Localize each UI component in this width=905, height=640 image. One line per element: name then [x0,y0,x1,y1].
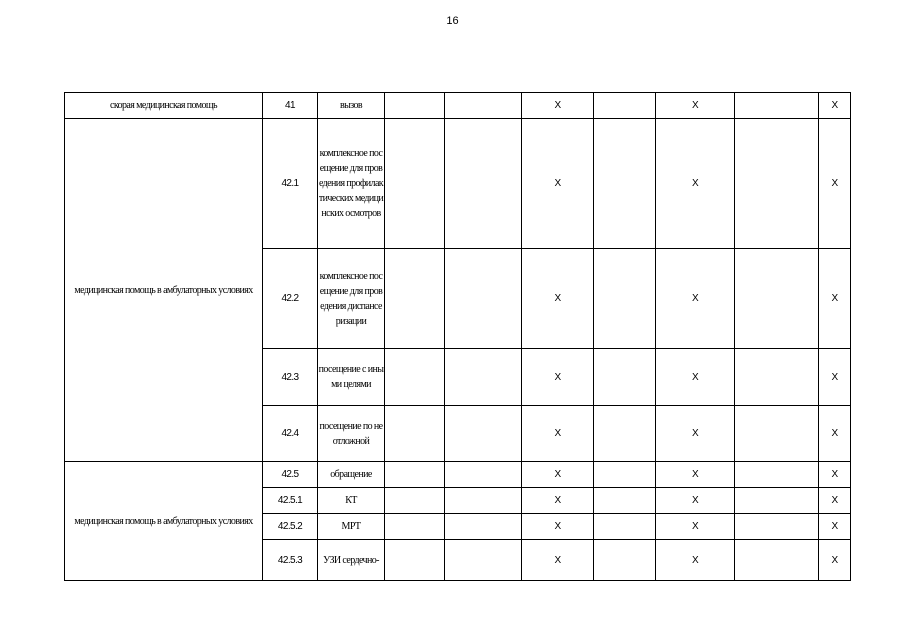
code-cell: 42.4 [263,406,318,462]
empty-cell [594,249,656,349]
code-cell: 41 [263,93,318,119]
unit-cell: КТ [318,488,385,514]
code-cell: 42.5 [263,462,318,488]
category-cell: медицинская помощь в амбулаторных условиях [65,119,263,462]
empty-cell [735,406,819,462]
mark-cell: Х [819,119,851,249]
mark-cell: Х [522,119,594,249]
page-number: 16 [446,15,459,27]
empty-cell [445,93,522,119]
unit-cell: вызов [318,93,385,119]
mark-cell: Х [656,514,735,540]
mark-cell: Х [656,249,735,349]
empty-cell [445,119,522,249]
mark-cell: Х [522,488,594,514]
empty-cell [735,540,819,581]
mark-cell: Х [522,406,594,462]
mark-cell: Х [819,406,851,462]
empty-cell [735,349,819,406]
mark-cell: Х [819,462,851,488]
mark-cell: Х [522,93,594,119]
unit-cell: УЗИ сердечно- [318,540,385,581]
empty-cell [594,462,656,488]
empty-cell [735,462,819,488]
empty-cell [385,119,445,249]
mark-cell: Х [522,540,594,581]
empty-cell [594,119,656,249]
mark-cell: Х [522,249,594,349]
empty-cell [735,119,819,249]
table-row [65,462,851,488]
empty-cell [594,406,656,462]
empty-cell [445,349,522,406]
empty-cell [385,349,445,406]
unit-cell: МРТ [318,514,385,540]
unit-cell: посещение по неотложной [318,406,385,462]
mark-cell: Х [656,349,735,406]
mark-cell: Х [656,488,735,514]
empty-cell [735,249,819,349]
unit-cell: посещение с иными целями [318,349,385,406]
empty-cell [385,406,445,462]
category-cell: медицинская помощь в амбулаторных условиях [65,462,263,581]
empty-cell [385,540,445,581]
empty-cell [445,488,522,514]
empty-cell [594,514,656,540]
unit-cell: обращение [318,462,385,488]
empty-cell [385,488,445,514]
table-row [65,93,851,119]
mark-cell: Х [819,488,851,514]
empty-cell [445,249,522,349]
empty-cell [385,514,445,540]
empty-cell [445,406,522,462]
mark-cell: Х [819,249,851,349]
mark-cell: Х [656,406,735,462]
empty-cell [594,488,656,514]
empty-cell [445,514,522,540]
empty-cell [594,540,656,581]
empty-cell [594,349,656,406]
table-row [65,119,851,249]
mark-cell: Х [522,349,594,406]
mark-cell: Х [656,93,735,119]
empty-cell [385,249,445,349]
code-cell: 42.5.1 [263,488,318,514]
code-cell: 42.2 [263,249,318,349]
code-cell: 42.3 [263,349,318,406]
unit-cell: комплексное посещение для проведения диспансеризации [318,249,385,349]
empty-cell [594,93,656,119]
mark-cell: Х [522,462,594,488]
unit-cell: комплексное посещение для проведения профилактических медицинских осмотров [318,119,385,249]
mark-cell: Х [819,540,851,581]
mark-cell: Х [819,349,851,406]
tariff-table [64,92,851,581]
mark-cell: Х [656,119,735,249]
code-cell: 42.5.3 [263,540,318,581]
mark-cell: Х [819,93,851,119]
mark-cell: Х [656,540,735,581]
empty-cell [445,462,522,488]
mark-cell: Х [522,514,594,540]
empty-cell [735,93,819,119]
empty-cell [385,462,445,488]
code-cell: 42.5.2 [263,514,318,540]
category-cell: скорая медицинская помощь [65,93,263,119]
code-cell: 42.1 [263,119,318,249]
empty-cell [735,514,819,540]
mark-cell: Х [656,462,735,488]
empty-cell [735,488,819,514]
mark-cell: Х [819,514,851,540]
empty-cell [445,540,522,581]
empty-cell [385,93,445,119]
